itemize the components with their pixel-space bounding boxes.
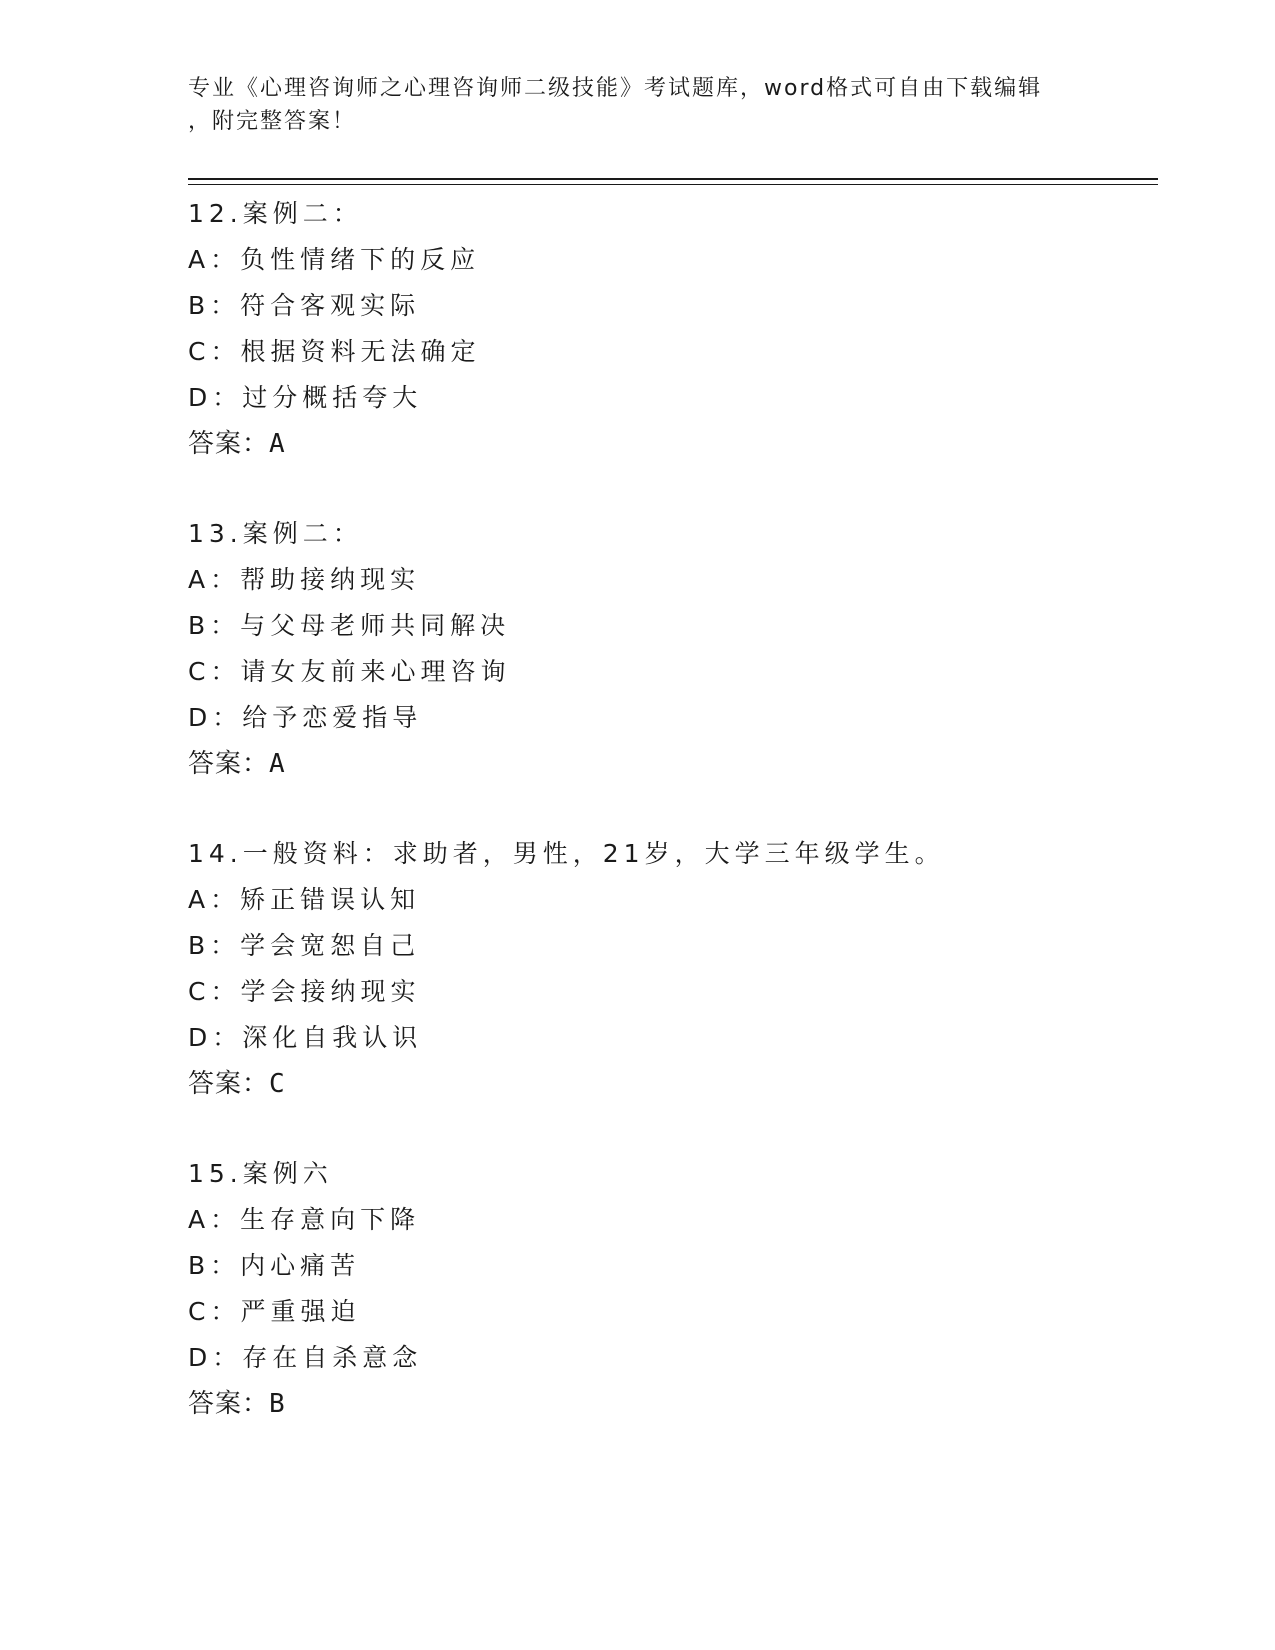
option-d: D：给予恋爱指导: [188, 703, 423, 732]
option-c: C：严重强迫: [188, 1297, 361, 1326]
option-a: A：负性情绪下的反应: [188, 245, 481, 274]
option-b: B：符合客观实际: [188, 291, 421, 320]
answer-line: 答案：A: [188, 749, 286, 779]
option-c: C：请女友前来心理咨询: [188, 657, 511, 686]
option-d: D：存在自杀意念: [188, 1343, 423, 1372]
option-b: B：学会宽恕自己: [188, 931, 421, 960]
option-b: B：内心痛苦: [188, 1251, 361, 1280]
option-c: C：学会接纳现实: [188, 977, 421, 1006]
question-stem: 12.案例二：: [188, 199, 363, 228]
document-header: [188, 72, 1068, 138]
header-title-line1: 专业《心理咨询师之心理咨询师二级技能》考试题库，word格式可自由下载编辑: [188, 76, 1043, 101]
option-b: B：与父母老师共同解决: [188, 611, 511, 640]
option-d: D：过分概括夸大: [188, 383, 423, 412]
answer-line: 答案：A: [188, 429, 286, 459]
header-title-line2: ，附完整答案！: [188, 109, 357, 134]
header-divider-thick: [188, 178, 1158, 180]
question-stem: 14.一般资料：求助者，男性，21岁，大学三年级学生。: [188, 839, 945, 868]
option-d: D：深化自我认识: [188, 1023, 423, 1052]
question-14: [188, 831, 1168, 1107]
option-a: A：生存意向下降: [188, 1205, 421, 1234]
question-stem: 15.案例六: [188, 1159, 333, 1188]
answer-line: 答案：B: [188, 1389, 286, 1419]
option-a: A：帮助接纳现实: [188, 565, 421, 594]
question-13: [188, 511, 1168, 787]
option-a: A：矫正错误认知: [188, 885, 421, 914]
answer-line: 答案：C: [188, 1069, 286, 1099]
option-c: C：根据资料无法确定: [188, 337, 481, 366]
question-stem: 13.案例二：: [188, 519, 363, 548]
question-15: [188, 1151, 1168, 1427]
header-divider-thin: [188, 184, 1158, 185]
question-12: [188, 191, 1168, 467]
